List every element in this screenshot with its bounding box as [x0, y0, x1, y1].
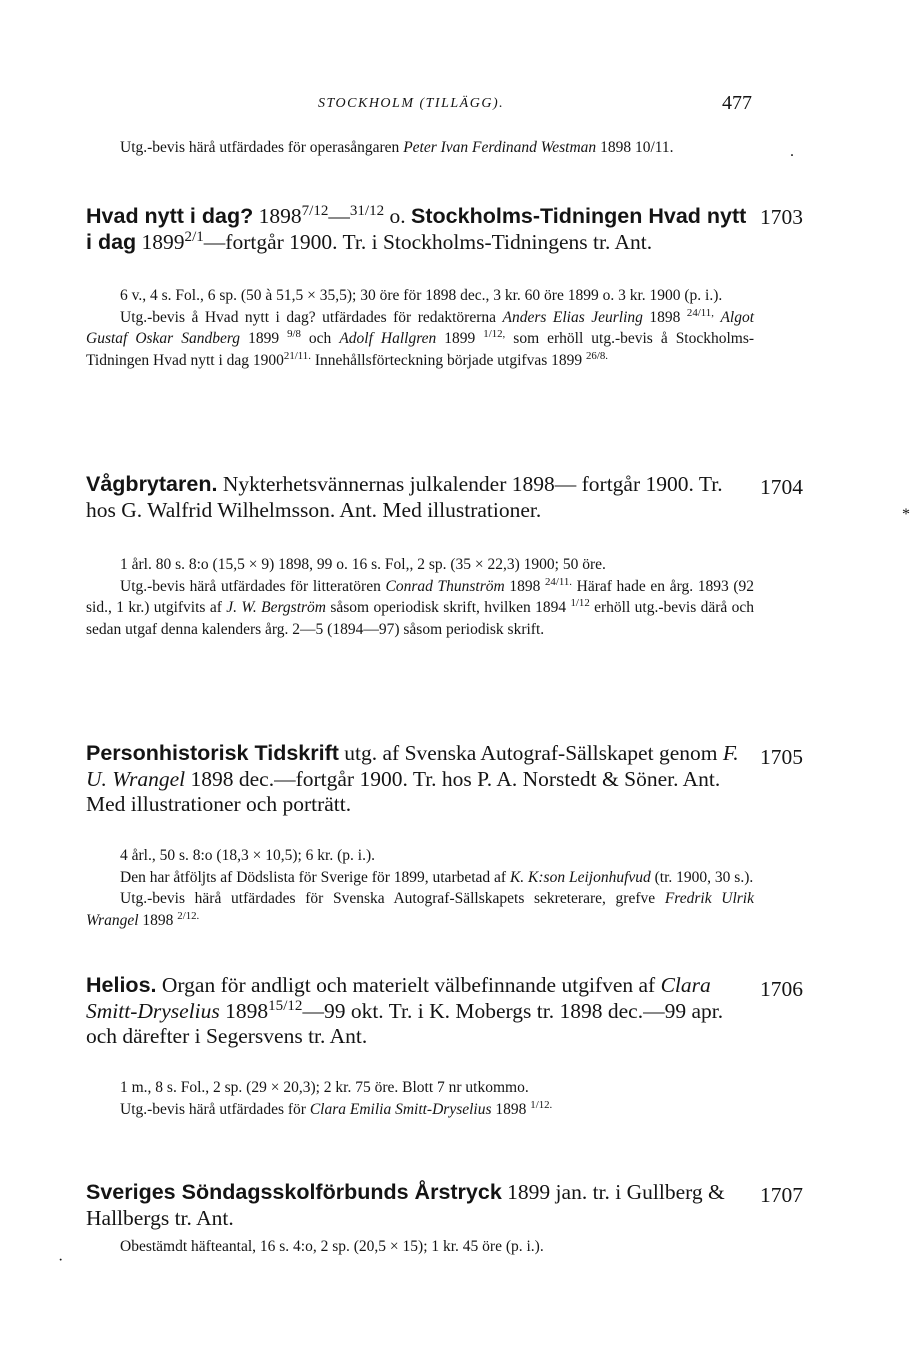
- entry-note: Utg.-bevis härå utfärdades för Clara Emilia Smitt-Dryselius 1898 $^{1/12.}$: [120, 1098, 553, 1118]
- intro-name: Peter Ivan Ferdinand Westman: [403, 139, 597, 156]
- entry-number-1706: 1706: [760, 977, 803, 1001]
- entry-format: 1 m., 8 s. Fol., 2 sp. (29 × 20,3); 2 kr. 75 öre. Blott 7 nr utkommo.: [120, 1079, 529, 1096]
- page-number: 477: [722, 92, 752, 114]
- entry-1707-heading: Sveriges Söndagsskolförbunds Årstryck 1899 jan. tr. i Gullberg & Hallbergs tr. Ant.: [86, 1180, 725, 1230]
- entry-note: Utg.-bevis å Hvad nytt i dag? utfärdades för redaktörerna Anders Elias Jeurling 1898 $^{24/11,}$ Algot Gustaf Oskar Sandberg 1899 $^{9/8}$ och Adolf Hallgren 1899 $^{1/12,}$ som erhöll utg.-bevis å Stockholms-Tidningen Hvad nytt i dag $1900^{21/11.}$ Innehållsförteckning började utgifvas 1899 $^{26/8.}$: [86, 306, 755, 369]
- entry-format: Obestämdt häfteantal, 16 s. 4:o, 2 sp. (20,5 × 15); 1 kr. 45 öre (p. i.).: [120, 1238, 544, 1255]
- entry-title: Personhistorisk Tidskrift: [86, 741, 339, 765]
- entry-number-1705: 1705: [760, 745, 803, 769]
- entry-1704-heading: Vågbrytaren. Nykterhetsvännernas julkalender 1898— fortgår 1900. Tr. hos G. Walfrid Wilhelmsson. Ant. Med illustrationer.: [86, 472, 723, 522]
- intro-text: Utg.-bevis härå utfärdades för operasångaren: [120, 139, 400, 156]
- entry-alt-title: Stockholms-Tidningen Hvad nytt i dag: [86, 204, 747, 254]
- entry-1703-details: [86, 285, 754, 371]
- entry-1703-heading: Hvad nytt i dag? $1898^{7/12}—^{31/12}$ o. Stockholms-Tidningen Hvad nytt i dag $1899^{2/1}—fortgår$ 1900. Tr. i Stockholms-Tidningens tr. Ant.: [86, 202, 747, 254]
- entry-1705-details: [86, 845, 754, 931]
- entry-title: Vågbrytaren.: [86, 472, 218, 496]
- entry-number-1707: 1707: [760, 1183, 803, 1207]
- entry-1706-details: [86, 1077, 754, 1120]
- running-head: STOCKHOLM (TILLÄGG).: [318, 96, 505, 111]
- entry-title: Hvad nytt i dag?: [86, 204, 254, 228]
- entry-format: 6 v., 4 s. Fol., 6 sp. (50 à 51,5 × 35,5); 30 öre för 1898 dec., 3 kr. 60 öre 1899 o. 3 kr. 1900 (p. i.).: [120, 287, 723, 304]
- entry-1705-heading: Personhistorisk Tidskrift utg. af Svenska Autograf-Sällskapet genom F. U. Wrangel 1898 dec.—fortgår 1900. Tr. hos P. A. Norstedt & Söner. Ant. Med illustrationer och porträtt.: [86, 741, 739, 817]
- entry-format: 1 årl. 80 s. 8:o (15,5 × 9) 1898, 99 o. 16 s. Fol,, 2 sp. (35 × 22,3) 1900; 50 öre.: [120, 556, 606, 573]
- entry-title: Sveriges Söndagsskolförbunds Årstryck: [86, 1180, 502, 1204]
- entry-note: Den har åtföljts af Dödslista för Sverige för 1899, utarbetad af K. K:son Leijonhufvud (tr. 1900, 30 s.).: [120, 868, 754, 886]
- intro-date: 1898: [600, 139, 632, 156]
- entry-1706-heading: Helios. Organ för andligt och materielt välbefinnande utgifven af Clara Smitt-Dryselius $1898^{15/12}—99$ okt. Tr. i K. Mobergs tr. 1898 dec.—99 apr. och därefter i Segersvens tr. Ant.: [86, 973, 724, 1049]
- entry-number-1703: 1703: [760, 205, 803, 229]
- margin-dot-left: ·: [58, 1252, 64, 1269]
- entry-1704-details: [86, 554, 754, 640]
- entry-number-1704: 1704: [760, 475, 803, 499]
- entry-1707-details: [86, 1236, 754, 1258]
- entry-format: 4 årl., 50 s. 8:o (18,3 × 10,5); 6 kr. (p. i.).: [120, 847, 375, 864]
- intro-fraction: 10/11.: [634, 139, 674, 156]
- page-header: [0, 92, 924, 122]
- intro-paragraph: [86, 137, 754, 159]
- entry-title: Helios.: [86, 973, 157, 997]
- entry-note: Utg.-bevis härå utfärdades för litteratören Conrad Thunström 1898 $^{24/11.}$ Häraf hade en årg. 1893 (92 sid., 1 kr.) utgifvits af J. W. Bergström såsom operiodisk skrift, hvilken 1894 $^{1/12}$ erhöll utg.-bevis därå och sedan utgaf denna kalenders årg. 2—5 (1894—97) såsom periodisk skrift.: [86, 575, 755, 638]
- margin-asterisk: *: [902, 506, 910, 523]
- margin-dot: .: [790, 143, 794, 160]
- entry-note: Utg.-bevis härå utfärdades för Svenska Autograf-Sällskapets sekreterare, grefve Fredrik Ulrik Wrangel 1898 $^{2/12.}$: [86, 890, 754, 929]
